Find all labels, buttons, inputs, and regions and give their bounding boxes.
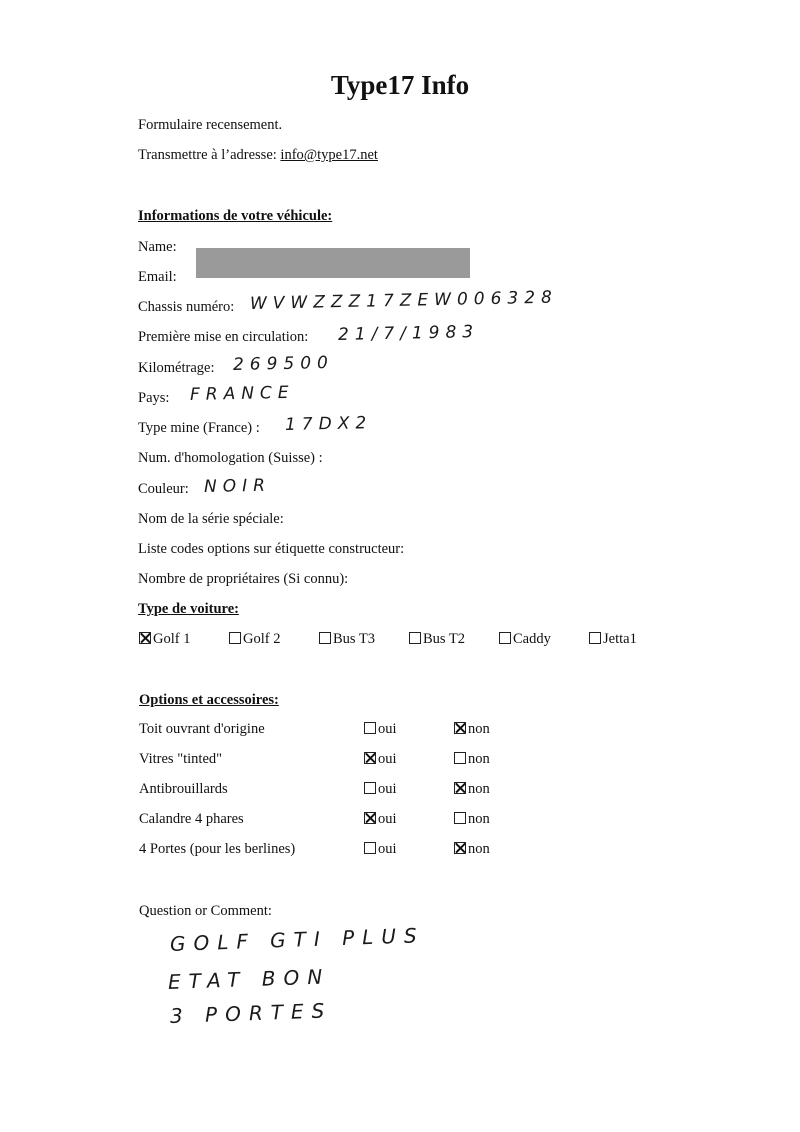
checkbox-non[interactable] xyxy=(454,812,466,824)
options-heading: Options et accessoires: xyxy=(139,692,279,708)
checkbox-non[interactable] xyxy=(454,752,466,764)
option-oui-choice[interactable] xyxy=(364,781,397,798)
choice-label: oui xyxy=(378,751,397,767)
option-non-choice[interactable] xyxy=(454,811,490,828)
option-non-choice[interactable] xyxy=(454,751,490,768)
car-type-golf2[interactable] xyxy=(229,631,280,648)
first-registration-label: Première mise en circulation: xyxy=(138,329,309,345)
type-mine-label: Type mine (France) : xyxy=(138,420,260,436)
checkbox-oui[interactable] xyxy=(364,782,376,794)
page-title: Type17 Info xyxy=(330,70,470,100)
country-label: Pays: xyxy=(138,390,170,406)
car-type-label: Jetta1 xyxy=(603,631,637,647)
choice-label: non xyxy=(468,841,490,857)
checkbox-oui[interactable] xyxy=(364,812,376,824)
checkbox-oui[interactable] xyxy=(364,722,376,734)
email-label: Email: xyxy=(138,269,177,285)
first-registration-value: 21/7/1983 xyxy=(337,322,480,345)
comment-label: Question or Comment: xyxy=(139,903,272,919)
car-type-label: Golf 1 xyxy=(153,631,191,647)
color-value: NOIR xyxy=(203,475,272,497)
comment-line-3: 3 PORTES xyxy=(169,998,333,1028)
option-non-choice[interactable] xyxy=(454,721,490,738)
special-series-label: Nom de la série spéciale: xyxy=(138,511,284,527)
country-value: FRANCE xyxy=(189,382,295,405)
checkbox-oui[interactable] xyxy=(364,752,376,764)
option-non-choice[interactable] xyxy=(454,841,490,858)
color-label: Couleur: xyxy=(138,481,189,497)
comment-line-1: GOLF GTI PLUS xyxy=(169,923,426,956)
owners-count-label: Nombre de propriétaires (Si connu): xyxy=(138,571,349,587)
option-non-choice[interactable] xyxy=(454,781,490,798)
send-to-line xyxy=(138,147,378,164)
car-type-bus-t2[interactable] xyxy=(409,631,465,648)
option-row-label: Toit ouvrant d'origine xyxy=(139,721,265,737)
vehicle-info-heading: Informations de votre véhicule: xyxy=(138,208,333,224)
mileage-value: 269500 xyxy=(232,352,335,375)
checkbox-caddy[interactable] xyxy=(499,632,511,644)
mileage-label: Kilométrage: xyxy=(138,360,215,376)
checkbox-bus-t2[interactable] xyxy=(409,632,421,644)
option-oui-choice[interactable] xyxy=(364,721,397,738)
option-oui-choice[interactable] xyxy=(364,751,397,768)
contact-email-link[interactable]: info@type17.net xyxy=(280,147,378,163)
car-type-caddy[interactable] xyxy=(499,631,551,648)
option-codes-label: Liste codes options sur étiquette constructeur: xyxy=(138,541,405,557)
checkbox-golf2[interactable] xyxy=(229,632,241,644)
car-type-bus-t3[interactable] xyxy=(319,631,375,648)
car-type-golf1[interactable] xyxy=(139,631,190,648)
name-label: Name: xyxy=(138,239,177,255)
car-type-label: Caddy xyxy=(513,631,551,647)
redaction-box xyxy=(196,248,470,278)
checkbox-non[interactable] xyxy=(454,842,466,854)
send-to-label: Transmettre à l’adresse: xyxy=(138,147,277,163)
car-type-jetta1[interactable] xyxy=(589,631,637,648)
checkbox-oui[interactable] xyxy=(364,842,376,854)
option-row-label: 4 Portes (pour les berlines) xyxy=(139,841,296,857)
checkbox-golf1[interactable] xyxy=(139,632,151,644)
option-oui-choice[interactable] xyxy=(364,841,397,858)
option-row-label: Calandre 4 phares xyxy=(139,811,244,827)
homologation-label: Num. d'homologation (Suisse) : xyxy=(138,450,323,466)
choice-label: non xyxy=(468,751,490,767)
choice-label: non xyxy=(468,811,490,827)
checkbox-non[interactable] xyxy=(454,782,466,794)
car-type-label: Golf 2 xyxy=(243,631,281,647)
choice-label: oui xyxy=(378,811,397,827)
choice-label: non xyxy=(468,721,490,737)
chassis-value: WVWZZZ17ZEW006328 xyxy=(249,287,559,314)
option-row-label: Vitres "tinted" xyxy=(139,751,223,767)
choice-label: oui xyxy=(378,781,397,797)
option-oui-choice[interactable] xyxy=(364,811,397,828)
type-mine-value: 17DX2 xyxy=(284,413,373,435)
car-type-label: Bus T2 xyxy=(423,631,466,647)
form-description: Formulaire recensement. xyxy=(138,117,283,133)
car-type-label: Bus T3 xyxy=(333,631,376,647)
checkbox-jetta1[interactable] xyxy=(589,632,601,644)
chassis-label: Chassis numéro: xyxy=(138,299,235,315)
car-type-heading: Type de voiture: xyxy=(138,601,239,617)
choice-label: oui xyxy=(378,721,397,737)
option-row-label: Antibrouillards xyxy=(139,781,228,797)
checkbox-non[interactable] xyxy=(454,722,466,734)
comment-line-2: ETAT BON xyxy=(167,964,331,994)
choice-label: oui xyxy=(378,841,397,857)
checkbox-bus-t3[interactable] xyxy=(319,632,331,644)
choice-label: non xyxy=(468,781,490,797)
